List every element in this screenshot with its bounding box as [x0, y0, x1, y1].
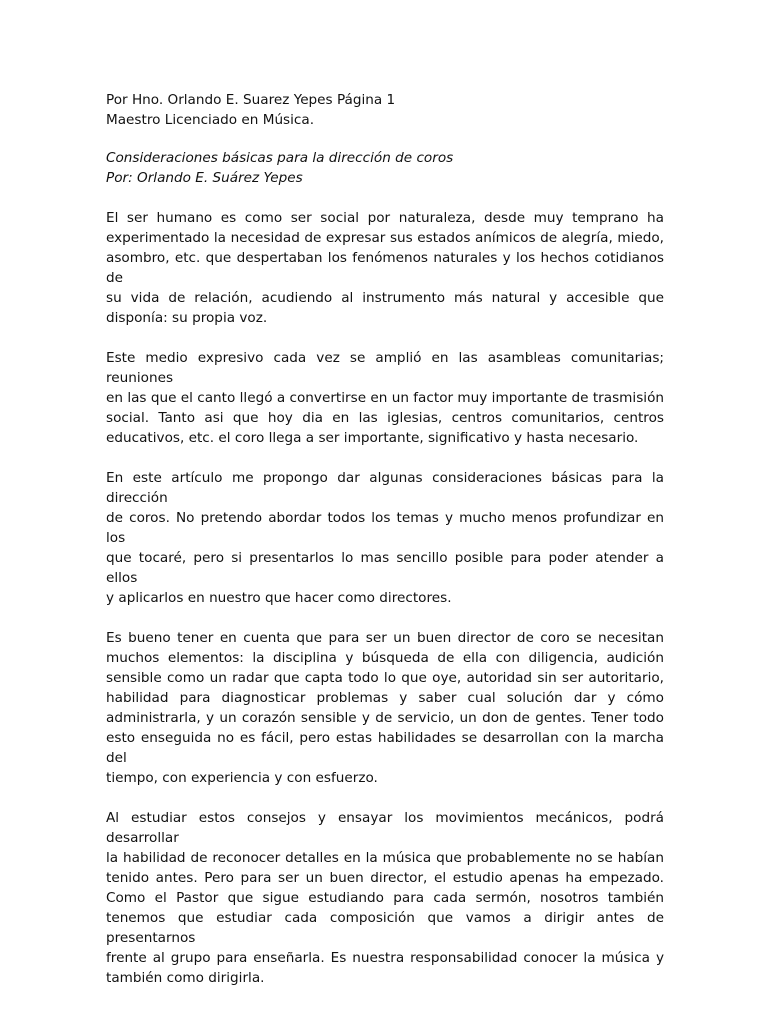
paragraph-line: Es bueno tener en cuenta que para ser un buen director de coro se necesitan — [106, 630, 664, 646]
paragraph-line: Al estudiar estos consejos y ensayar los movimientos mecánicos, podrá desarrollar — [106, 810, 664, 846]
article-title-block — [106, 148, 664, 188]
header-line-credential: Maestro Licenciado en Música. — [106, 112, 315, 128]
paragraph-line: sensible como un radar que capta todo lo que oye, autoridad sin ser autoritario, — [106, 670, 664, 686]
paragraph-line: administrarla, y un corazón sensible y de servicio, un don de gentes. Tener todo — [106, 710, 664, 726]
article-title: Consideraciones básicas para la dirección de coros — [106, 150, 454, 166]
paragraph-line: también como dirigirla. — [106, 970, 265, 986]
paragraph-line: muchos elementos: la disciplina y búsqueda de ella con diligencia, audición — [106, 650, 664, 666]
paragraph-line: Como el Pastor que sigue estudiando para cada sermón, nosotros también — [106, 890, 664, 906]
paragraph-line: esto enseguida no es fácil, pero estas habilidades se desarrollan con la marcha del — [106, 730, 664, 766]
paragraph-line: En este artículo me propongo dar algunas consideraciones básicas para la dirección — [106, 470, 664, 506]
paragraph-line: Este medio expresivo cada vez se amplió en las asambleas comunitarias; reuniones — [106, 350, 664, 386]
paragraph-line: frente al grupo para enseñarla. Es nuestra responsabilidad conocer la música y — [106, 950, 664, 966]
paragraph-line: de coros. No pretendo abordar todos los temas y mucho menos profundizar en los — [106, 510, 664, 546]
paragraph-line: asombro, etc. que despertaban los fenómenos naturales y los hechos cotidianos de — [106, 250, 664, 286]
header-line-author: Por Hno. Orlando E. Suarez Yepes Página 1 — [106, 92, 396, 108]
document-content — [106, 90, 664, 1008]
paragraph-line: tenido antes. Pero para ser un buen director, el estudio apenas ha empezado. — [106, 870, 664, 886]
paragraph-line: y aplicarlos en nuestro que hacer como directores. — [106, 590, 452, 606]
paragraph-line: en las que el canto llegó a convertirse en un factor muy importante de trasmisión — [106, 390, 664, 406]
paragraph-line: disponía: su propia voz. — [106, 310, 268, 326]
paragraph-5 — [106, 808, 664, 988]
article-byline: Por: Orlando E. Suárez Yepes — [106, 170, 303, 186]
paragraph-line: educativos, etc. el coro llega a ser importante, significativo y hasta necesario. — [106, 430, 639, 446]
paragraph-line: la habilidad de reconocer detalles en la música que probablemente no se habían — [106, 850, 664, 866]
paragraph-line: experimentado la necesidad de expresar sus estados anímicos de alegría, miedo, — [106, 230, 664, 246]
paragraph-line: tiempo, con experiencia y con esfuerzo. — [106, 770, 378, 786]
paragraph-2 — [106, 348, 664, 448]
paragraph-4 — [106, 628, 664, 788]
paragraph-3 — [106, 468, 664, 608]
paragraph-line: que tocaré, pero si presentarlos lo mas sencillo posible para poder atender a ellos — [106, 550, 664, 586]
author-header — [106, 90, 664, 130]
paragraph-line: su vida de relación, acudiendo al instrumento más natural y accesible que — [106, 290, 664, 306]
paragraph-line: habilidad para diagnosticar problemas y saber cual solución dar y cómo — [106, 690, 664, 706]
paragraph-1 — [106, 208, 664, 328]
paragraph-line: El ser humano es como ser social por naturaleza, desde muy temprano ha — [106, 210, 664, 226]
paragraph-line: tenemos que estudiar cada composición que vamos a dirigir antes de presentarnos — [106, 910, 664, 946]
paragraph-line: social. Tanto asi que hoy dia en las iglesias, centros comunitarios, centros — [106, 410, 664, 426]
